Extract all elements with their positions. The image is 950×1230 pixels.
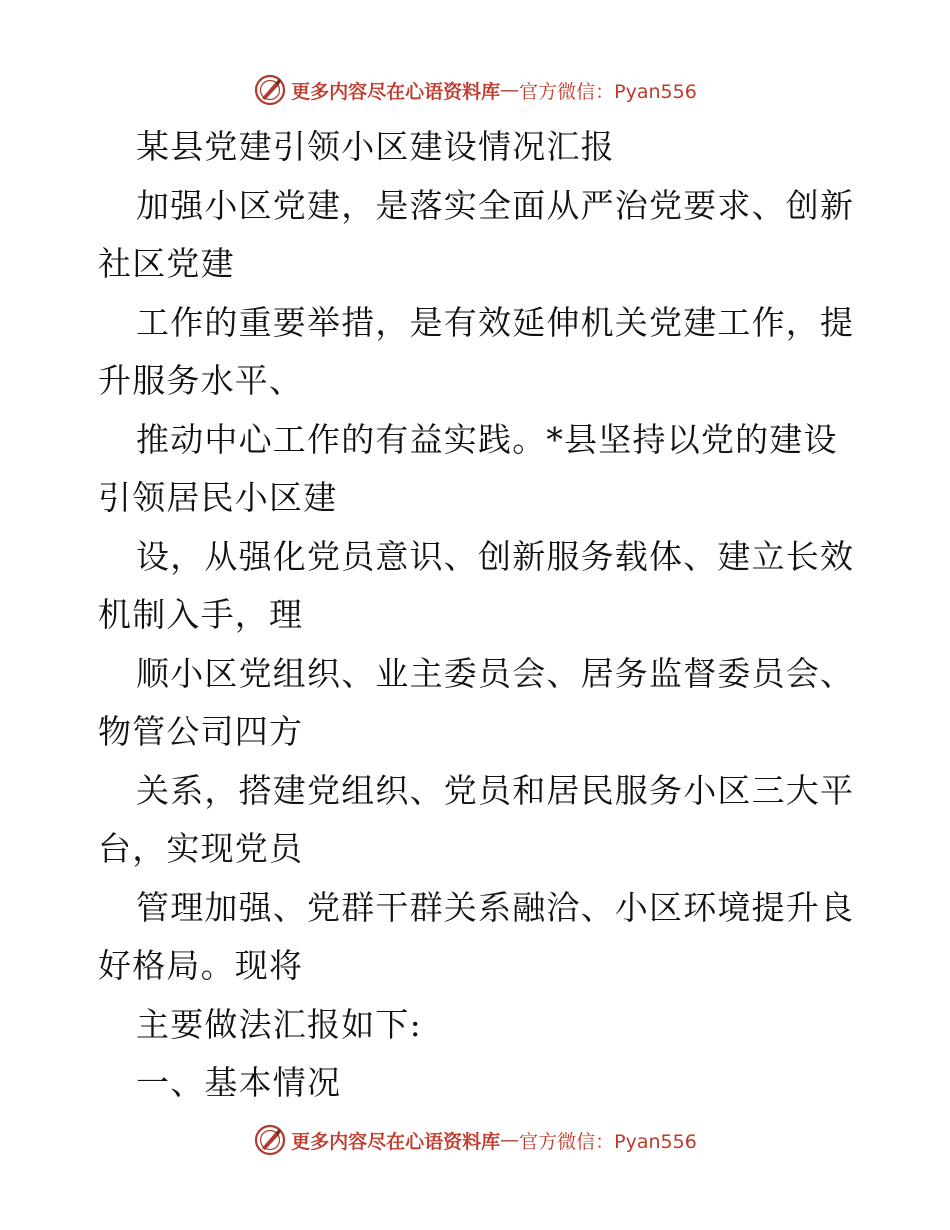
document-body: [98, 118, 858, 1113]
document-line: 升服务水平、: [98, 361, 304, 400]
document-line: 物管公司四方: [98, 712, 304, 751]
document-line: 加强小区党建，是落实全面从严治党要求、创新: [136, 185, 855, 225]
footer-banner: [0, 1120, 950, 1160]
document-line: 机制入手，理: [98, 595, 304, 634]
document-line: 主要做法汇报如下:: [136, 1004, 422, 1044]
header-banner: [0, 70, 950, 110]
document-line: 一、基本情况: [136, 1063, 342, 1102]
document-line: 引领居民小区建: [98, 478, 338, 517]
banner-main-text: 更多内容尽在心语资料库: [291, 1130, 501, 1153]
banner-dash: —: [500, 79, 520, 101]
document-line: 台，实现党员: [98, 829, 304, 868]
document-line: 工作的重要举措，是有效延伸机关党建工作，提: [136, 302, 855, 342]
document-title: 某县党建引领小区建设情况汇报: [136, 127, 615, 166]
banner-main-text: 更多内容尽在心语资料库: [291, 80, 501, 103]
pen-nib-logo-icon: [253, 1123, 287, 1157]
document-line: 管理加强、党群干群关系融洽、小区环境提升良: [136, 887, 855, 927]
pen-nib-logo-icon: [253, 73, 287, 107]
document-line: 好格局。现将: [98, 946, 304, 985]
document-line: 推动中心工作的有益实践。*县坚持以党的建设: [136, 419, 838, 459]
document-line: 顺小区党组织、业主委员会、居务监督委员会、: [136, 653, 855, 693]
document-line: 关系，搭建党组织、党员和居民服务小区三大平: [136, 770, 855, 810]
banner-contact-text: 官方微信：Pyan556: [519, 1130, 697, 1153]
banner-contact-text: 官方微信：Pyan556: [519, 80, 697, 103]
document-line: 设，从强化党员意识、创新服务载体、建立长效: [136, 536, 855, 576]
banner-dash: —: [500, 1129, 520, 1151]
document-line: 社区党建: [98, 244, 235, 283]
